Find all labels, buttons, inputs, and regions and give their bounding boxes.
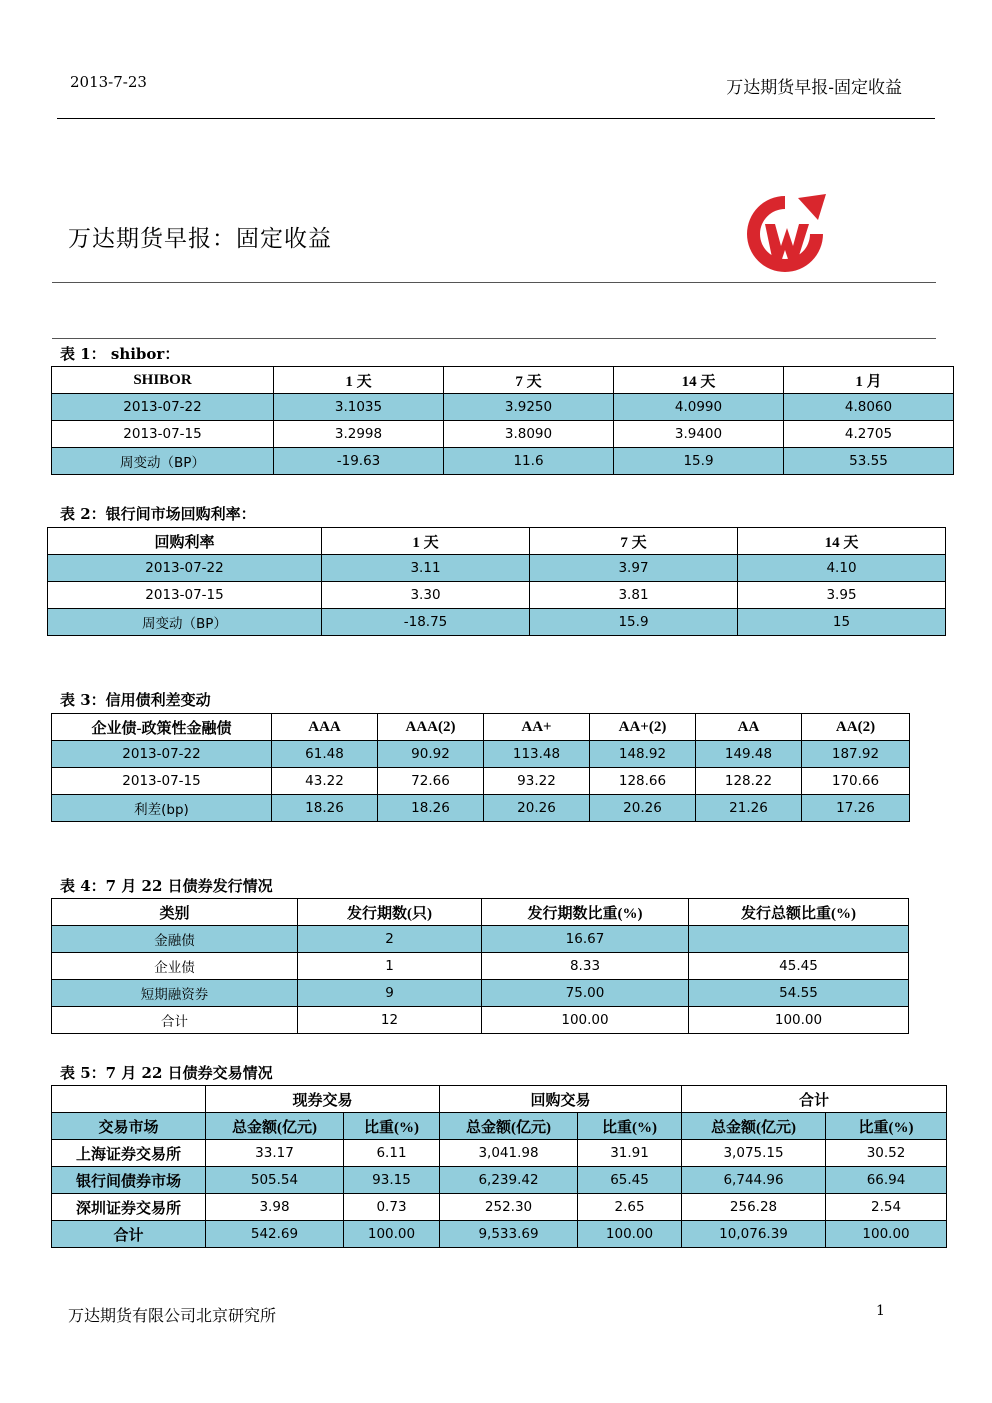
table-cell: 4.0990: [614, 394, 784, 421]
table-header-row: [52, 899, 909, 926]
table-cell: 100.00: [689, 1007, 909, 1034]
table-cell: 4.2705: [784, 421, 954, 448]
bond-trading-table: [51, 1085, 947, 1248]
table-cell: 18.26: [272, 795, 378, 822]
table-cell: 100.00: [826, 1221, 947, 1248]
table-group-row: [52, 1086, 947, 1113]
table-cell: 2013-07-22: [52, 394, 274, 421]
table-cell: 4.8060: [784, 394, 954, 421]
header-date: 2013-7-23: [70, 73, 147, 91]
group-header-cell: 回购交易: [440, 1086, 682, 1113]
table-cell: 93.22: [484, 768, 590, 795]
table-row: [52, 421, 954, 448]
header-cell: 企业债-政策性金融债: [52, 714, 272, 741]
table-cell: 15.9: [530, 609, 738, 636]
table-cell: 61.48: [272, 741, 378, 768]
table-cell: 256.28: [682, 1194, 826, 1221]
table-cell: 2013-07-15: [52, 421, 274, 448]
table-cell: 6,744.96: [682, 1167, 826, 1194]
table-cell: 21.26: [696, 795, 802, 822]
table-cell: 6,239.42: [440, 1167, 578, 1194]
table-cell: 4.10: [738, 555, 946, 582]
header-title: 万达期货早报-固定收益: [726, 78, 902, 98]
table-cell: 170.66: [802, 768, 910, 795]
table-cell: 149.48: [696, 741, 802, 768]
header-rule: [57, 118, 935, 119]
table-cell: 15: [738, 609, 946, 636]
group-header-cell: 合计: [682, 1086, 947, 1113]
table-cell: 128.22: [696, 768, 802, 795]
table-cell: 3.1035: [274, 394, 444, 421]
header-cell: 发行期数比重(%): [482, 899, 689, 926]
table-cell: 短期融资券: [52, 980, 298, 1007]
table-cell: 18.26: [378, 795, 484, 822]
table-cell: 148.92: [590, 741, 696, 768]
table-row: [52, 1221, 947, 1248]
table-cell: 45.45: [689, 953, 909, 980]
table-row: [52, 768, 910, 795]
table-cell: 3.9400: [614, 421, 784, 448]
credit-spread-table: [51, 713, 910, 822]
table4-caption: 表 4：7 月 22 日债券发行情况: [60, 877, 273, 895]
table-cell: 3.11: [322, 555, 530, 582]
table-cell: 2: [298, 926, 482, 953]
shibor-table: [51, 366, 954, 475]
table-cell: 合计: [52, 1007, 298, 1034]
table-cell: 合计: [52, 1221, 206, 1248]
table-cell: 72.66: [378, 768, 484, 795]
table-cell: 100.00: [578, 1221, 682, 1248]
table-row: [52, 1167, 947, 1194]
table-cell: 16.67: [482, 926, 689, 953]
header-cell: 发行总额比重(%): [689, 899, 909, 926]
header-cell: 类别: [52, 899, 298, 926]
table-cell: 90.92: [378, 741, 484, 768]
table-row: [52, 741, 910, 768]
table-cell: 10,076.39: [682, 1221, 826, 1248]
table-cell: 深圳证券交易所: [52, 1194, 206, 1221]
table-header-row: [52, 714, 910, 741]
header-cell: 1 天: [322, 528, 530, 555]
table-cell: 3,075.15: [682, 1140, 826, 1167]
header-cell: 总金额(亿元): [682, 1113, 826, 1140]
table-cell: 66.94: [826, 1167, 947, 1194]
table-row: [52, 1194, 947, 1221]
table-cell: 53.55: [784, 448, 954, 475]
table-cell: 3.9250: [444, 394, 614, 421]
table-cell: 3.30: [322, 582, 530, 609]
table-cell: 30.52: [826, 1140, 947, 1167]
table-row: [48, 609, 946, 636]
group-header-cell: 现券交易: [206, 1086, 440, 1113]
table-cell: 43.22: [272, 768, 378, 795]
table-cell: 17.26: [802, 795, 910, 822]
table-cell: 0.73: [344, 1194, 440, 1221]
table-cell: 252.30: [440, 1194, 578, 1221]
header-cell: 7 天: [444, 367, 614, 394]
table-header-row: [52, 367, 954, 394]
table-cell: [689, 926, 909, 953]
table-cell: 企业债: [52, 953, 298, 980]
header-cell: 7 天: [530, 528, 738, 555]
table-cell: 周变动（BP）: [48, 609, 322, 636]
table-cell: 9: [298, 980, 482, 1007]
table-cell: 100.00: [344, 1221, 440, 1248]
table-cell: 2013-07-15: [52, 768, 272, 795]
table-cell: 9,533.69: [440, 1221, 578, 1248]
header-cell: AA+(2): [590, 714, 696, 741]
table-cell: 100.00: [482, 1007, 689, 1034]
table-row: [52, 1140, 947, 1167]
table-cell: 2013-07-22: [48, 555, 322, 582]
table-cell: 33.17: [206, 1140, 344, 1167]
header-cell: 比重(%): [344, 1113, 440, 1140]
table-cell: 20.26: [590, 795, 696, 822]
header-cell: AA+: [484, 714, 590, 741]
table-cell: 54.55: [689, 980, 909, 1007]
table-cell: 3.2998: [274, 421, 444, 448]
table-cell: 12: [298, 1007, 482, 1034]
header-cell: 14 天: [614, 367, 784, 394]
table-row: [52, 1007, 909, 1034]
table-row: [48, 582, 946, 609]
header-cell: 回购利率: [48, 528, 322, 555]
table-row: [52, 795, 910, 822]
table-cell: 3.8090: [444, 421, 614, 448]
header-cell: 发行期数(只): [298, 899, 482, 926]
table-cell: 505.54: [206, 1167, 344, 1194]
table-cell: 128.66: [590, 768, 696, 795]
empty-cell: [52, 1086, 206, 1113]
table3-caption: 表 3：信用债利差变动: [60, 691, 211, 709]
table-cell: 3,041.98: [440, 1140, 578, 1167]
table1-caption: 表 1： shibor：: [60, 345, 180, 363]
table2-caption: 表 2：银行间市场回购利率：: [60, 505, 256, 523]
title-rule: [52, 282, 936, 283]
table-cell: 6.11: [344, 1140, 440, 1167]
table-cell: 2.54: [826, 1194, 947, 1221]
table-cell: 15.9: [614, 448, 784, 475]
section-rule: [52, 338, 936, 339]
table-row: [52, 980, 909, 1007]
table-cell: 3.81: [530, 582, 738, 609]
table-cell: 上海证券交易所: [52, 1140, 206, 1167]
table-cell: -18.75: [322, 609, 530, 636]
table-cell: 2013-07-22: [52, 741, 272, 768]
footer-company: 万达期货有限公司北京研究所: [68, 1306, 277, 1325]
table-cell: 20.26: [484, 795, 590, 822]
header-cell: 交易市场: [52, 1113, 206, 1140]
table-cell: 187.92: [802, 741, 910, 768]
table-cell: 65.45: [578, 1167, 682, 1194]
table-header-row: [52, 1113, 947, 1140]
header-cell: AA: [696, 714, 802, 741]
header-cell: 总金额(亿元): [206, 1113, 344, 1140]
table-row: [52, 394, 954, 421]
table-cell: -19.63: [274, 448, 444, 475]
table-cell: 31.91: [578, 1140, 682, 1167]
page-number: 1: [876, 1303, 885, 1319]
table-cell: 利差(bp): [52, 795, 272, 822]
header-cell: 1 月: [784, 367, 954, 394]
table-cell: 3.97: [530, 555, 738, 582]
header-cell: 比重(%): [826, 1113, 947, 1140]
table-row: [52, 448, 954, 475]
table-cell: 3.95: [738, 582, 946, 609]
table-cell: 周变动（BP）: [52, 448, 274, 475]
header-cell: AAA: [272, 714, 378, 741]
table-row: [48, 555, 946, 582]
table-cell: 1: [298, 953, 482, 980]
header-cell: 14 天: [738, 528, 946, 555]
header-cell: SHIBOR: [52, 367, 274, 394]
header-cell: 比重(%): [578, 1113, 682, 1140]
table-cell: 2013-07-15: [48, 582, 322, 609]
header-cell: 总金额(亿元): [440, 1113, 578, 1140]
table5-caption: 表 5：7 月 22 日债券交易情况: [60, 1064, 273, 1082]
header-cell: AAA(2): [378, 714, 484, 741]
header-cell: AA(2): [802, 714, 910, 741]
table-cell: 75.00: [482, 980, 689, 1007]
wanda-logo-icon: [740, 190, 830, 276]
table-cell: 3.98: [206, 1194, 344, 1221]
table-row: [52, 953, 909, 980]
table-cell: 金融债: [52, 926, 298, 953]
table-cell: 542.69: [206, 1221, 344, 1248]
table-cell: 11.6: [444, 448, 614, 475]
table-cell: 113.48: [484, 741, 590, 768]
table-cell: 93.15: [344, 1167, 440, 1194]
table-cell: 2.65: [578, 1194, 682, 1221]
header-cell: 1 天: [274, 367, 444, 394]
document-title: 万达期货早报：固定收益: [68, 226, 332, 252]
table-cell: 8.33: [482, 953, 689, 980]
repo-rate-table: [47, 527, 946, 636]
bond-issuance-table: [51, 898, 909, 1034]
table-cell: 银行间债券市场: [52, 1167, 206, 1194]
table-row: [52, 926, 909, 953]
table-header-row: [48, 528, 946, 555]
